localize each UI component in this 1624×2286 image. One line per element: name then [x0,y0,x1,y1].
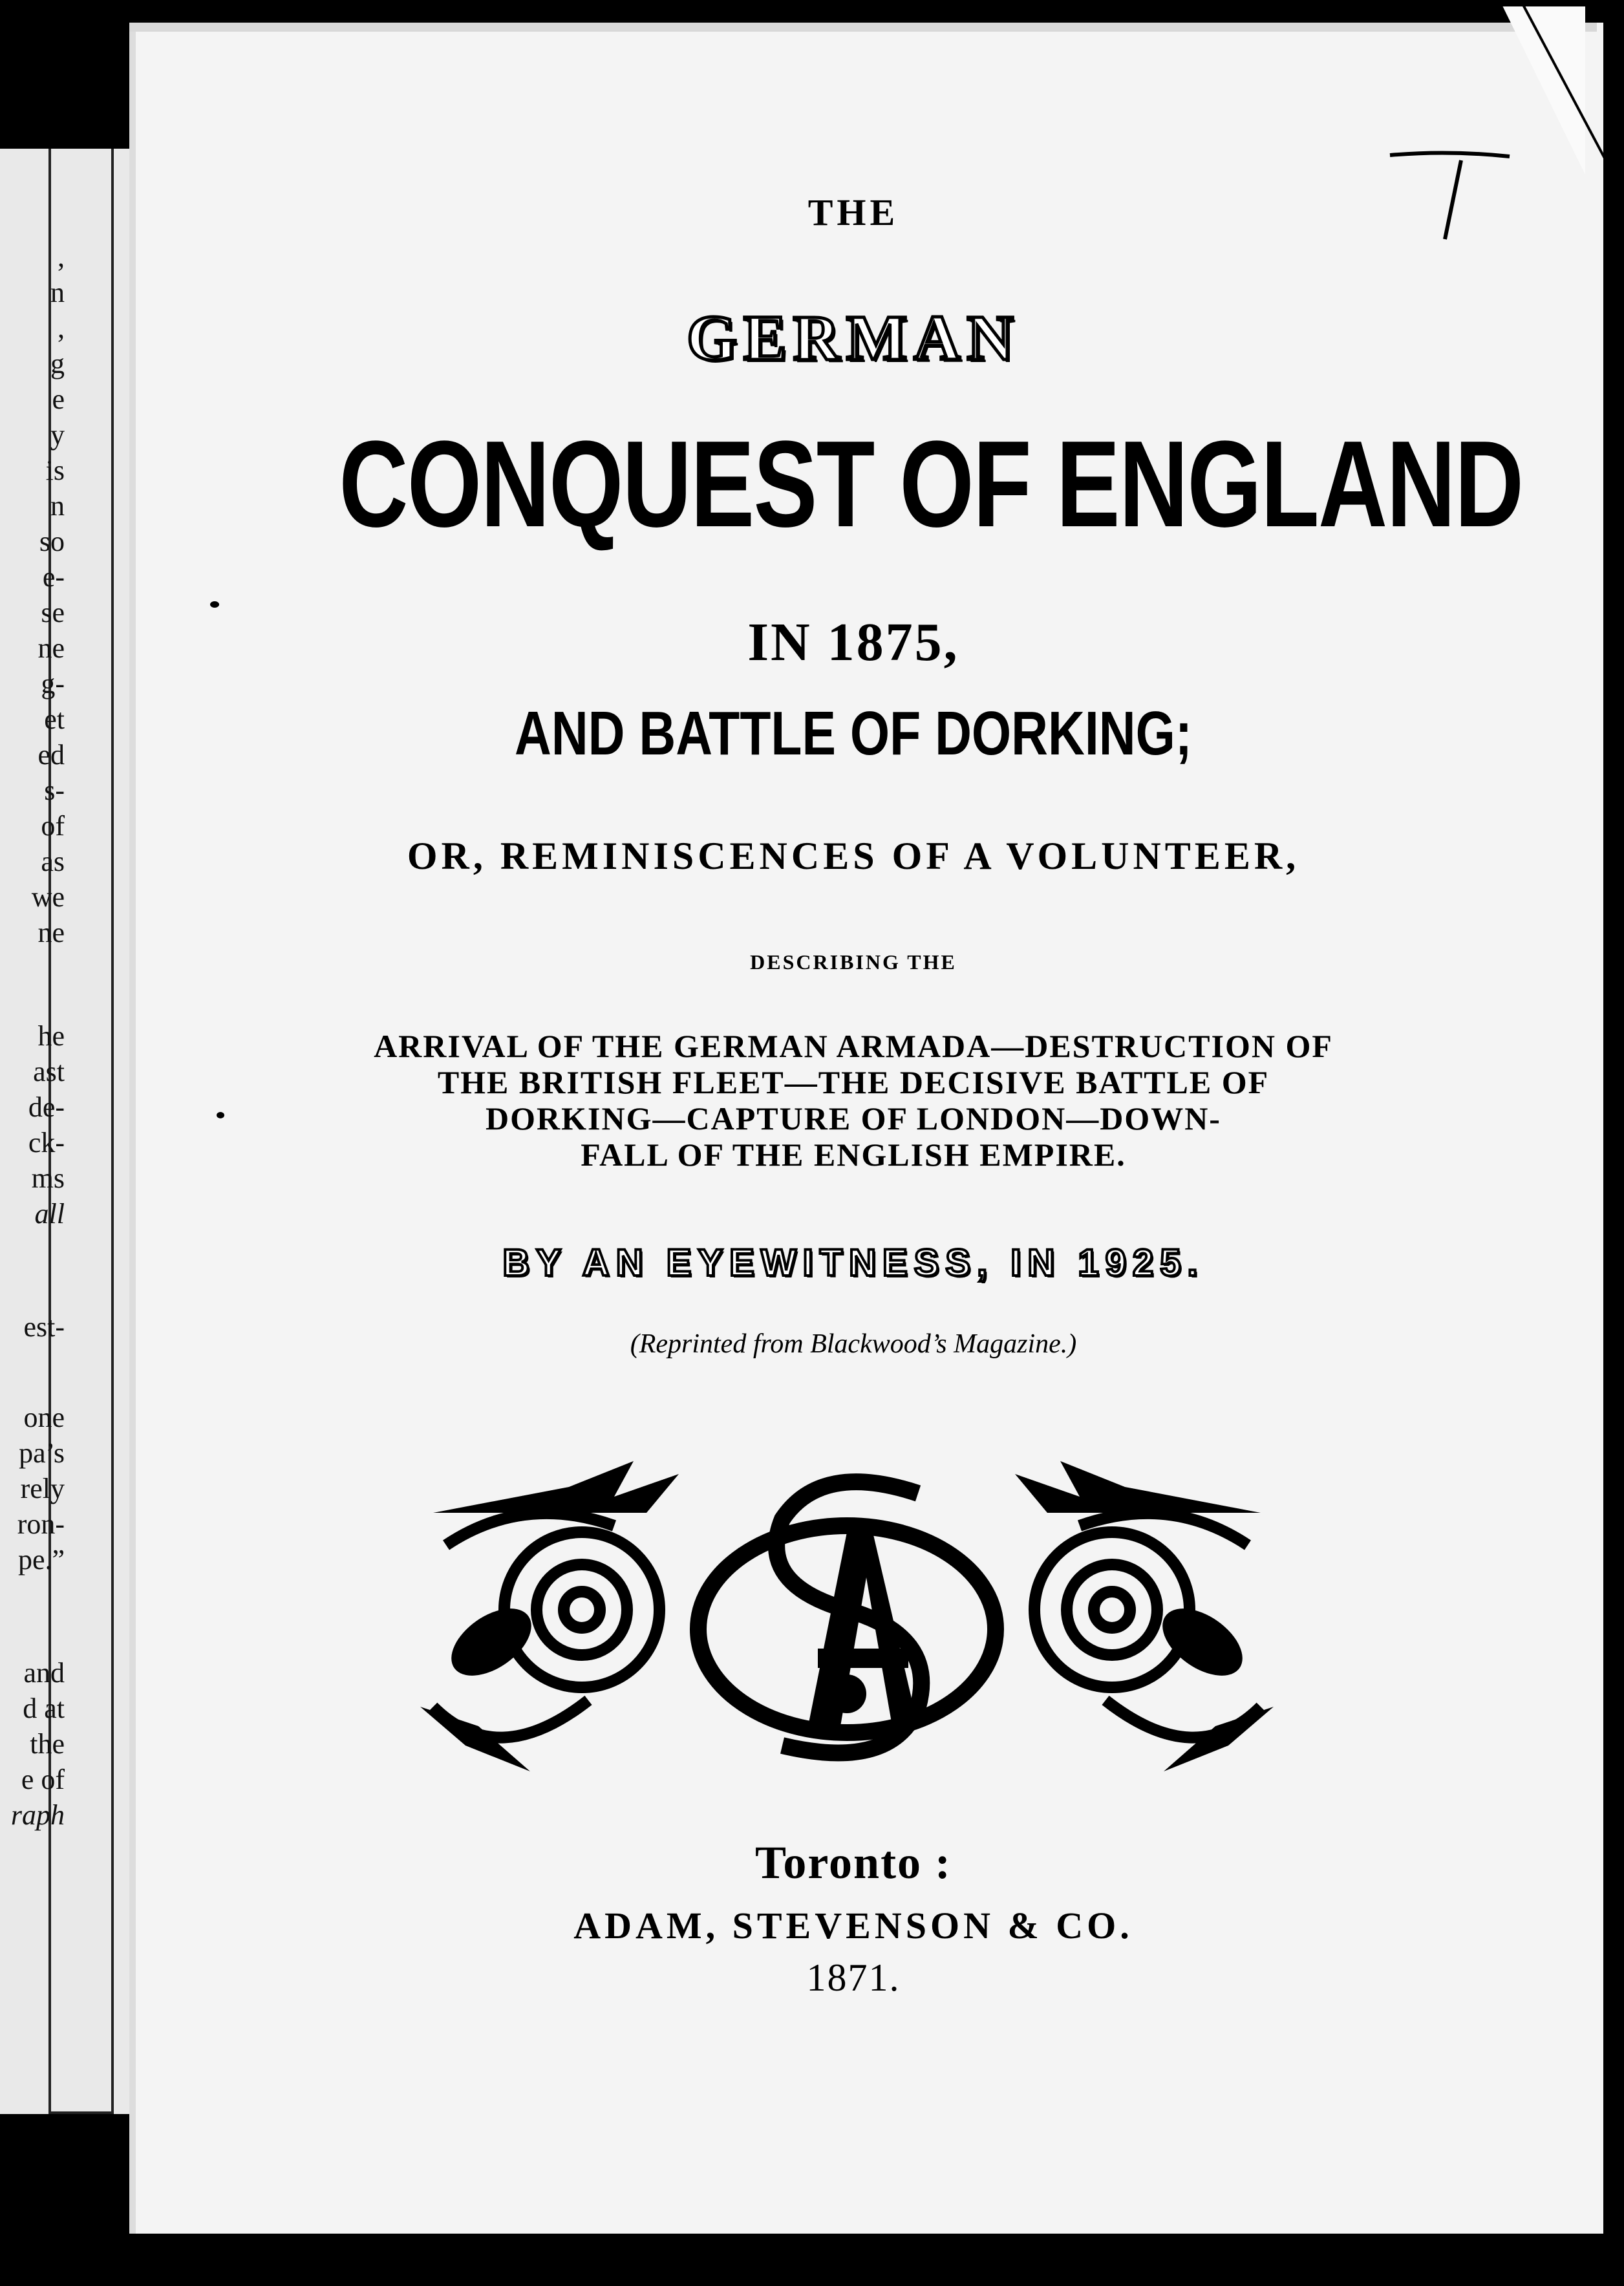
previous-page-fragment: ne [37,632,65,664]
previous-page-fragment: n [50,277,65,308]
previous-page-fragment: all [34,1198,65,1230]
column-rule-right [111,149,114,2114]
column-rule-bottom [48,2111,113,2114]
previous-page-fragment: ck- [28,1127,65,1159]
contents-line: THE BRITISH FLEET—THE DECISIVE BATTLE OF [437,1064,1270,1100]
subtitle: OR, REMINISCENCES OF A VOLUNTEER, [407,835,1300,877]
previous-page-fragment: pe.” [17,1544,65,1576]
main-title: CONQUEST OF ENGLAND [339,416,1523,553]
printers-mark-ornament [420,1435,1274,1784]
imprint-place: Toronto : [754,1837,952,1888]
previous-page-fragment: n [50,490,65,522]
contents-line: DORKING—CAPTURE OF LONDON—DOWN- [486,1100,1221,1137]
title-article: THE [807,191,899,233]
previous-page-fragment: est- [23,1311,65,1343]
reprint-note: (Reprinted from Blackwood’s Magazine.) [630,1329,1077,1359]
previous-page-fragment: g- [41,668,65,700]
previous-page-fragment: se [41,597,65,628]
previous-page-fragment: , [58,312,65,344]
previous-page-fragment: et [44,703,65,735]
title-year-line: IN 1875, [747,612,959,672]
title-german: GERMAN [687,302,1020,374]
imprint-year: 1871. [806,1956,901,1999]
previous-page-fragment: so [39,526,65,557]
printers-mark-icon [420,1435,1274,1784]
previous-page-fragment: raph [10,1799,65,1831]
previous-page-fragment: is [45,454,65,486]
describing-label: DESCRIBING THE [750,950,957,974]
imprint-publisher: ADAM, STEVENSON & CO. [573,1905,1133,1947]
previous-page-fragment: e- [42,561,65,593]
previous-page-fragment: pa’s [19,1437,65,1469]
previous-page-fragment: de- [28,1091,65,1123]
previous-page-fragment: s- [44,774,65,806]
previous-page-fragment: d at [23,1693,65,1724]
previous-page-fragment: ron- [17,1508,65,1540]
previous-page-fragment: one [23,1402,65,1433]
previous-page-fragment: he [37,1020,65,1052]
previous-page-fragment: as [41,846,65,877]
previous-page-fragment: and [23,1657,65,1689]
page-top-edge [129,23,1597,32]
previous-page-fragment: ast [33,1056,65,1087]
previous-page-fragment: , [58,241,65,273]
ink-speck [217,1112,224,1118]
title-battle-line: AND BATTLE OF DORKING; [514,699,1193,768]
contents-line: ARRIVAL OF THE GERMAN ARMADA—DESTRUCTION OF [374,1028,1333,1064]
contents-summary [194,1028,1513,1173]
previous-page-fragment: rely [20,1473,65,1504]
previous-page-fragment: ne [37,917,65,948]
previous-page-fragment: ed [37,739,65,771]
previous-page-fragment: the [30,1728,65,1760]
previous-page-fragment: e [52,383,65,415]
previous-page-fragment: ms [31,1162,65,1194]
previous-page-fragment: we [31,881,65,913]
ink-speck [210,601,219,608]
previous-page-fragment: g [50,348,65,379]
previous-page-fragment: e of [21,1764,65,1795]
contents-line: FALL OF THE ENGLISH EMPIRE. [581,1137,1126,1173]
author-line: BY AN EYEWITNESS, IN 1925. [502,1242,1204,1284]
previous-page-fragment: y [50,419,65,451]
previous-page-fragment: of [41,810,65,842]
